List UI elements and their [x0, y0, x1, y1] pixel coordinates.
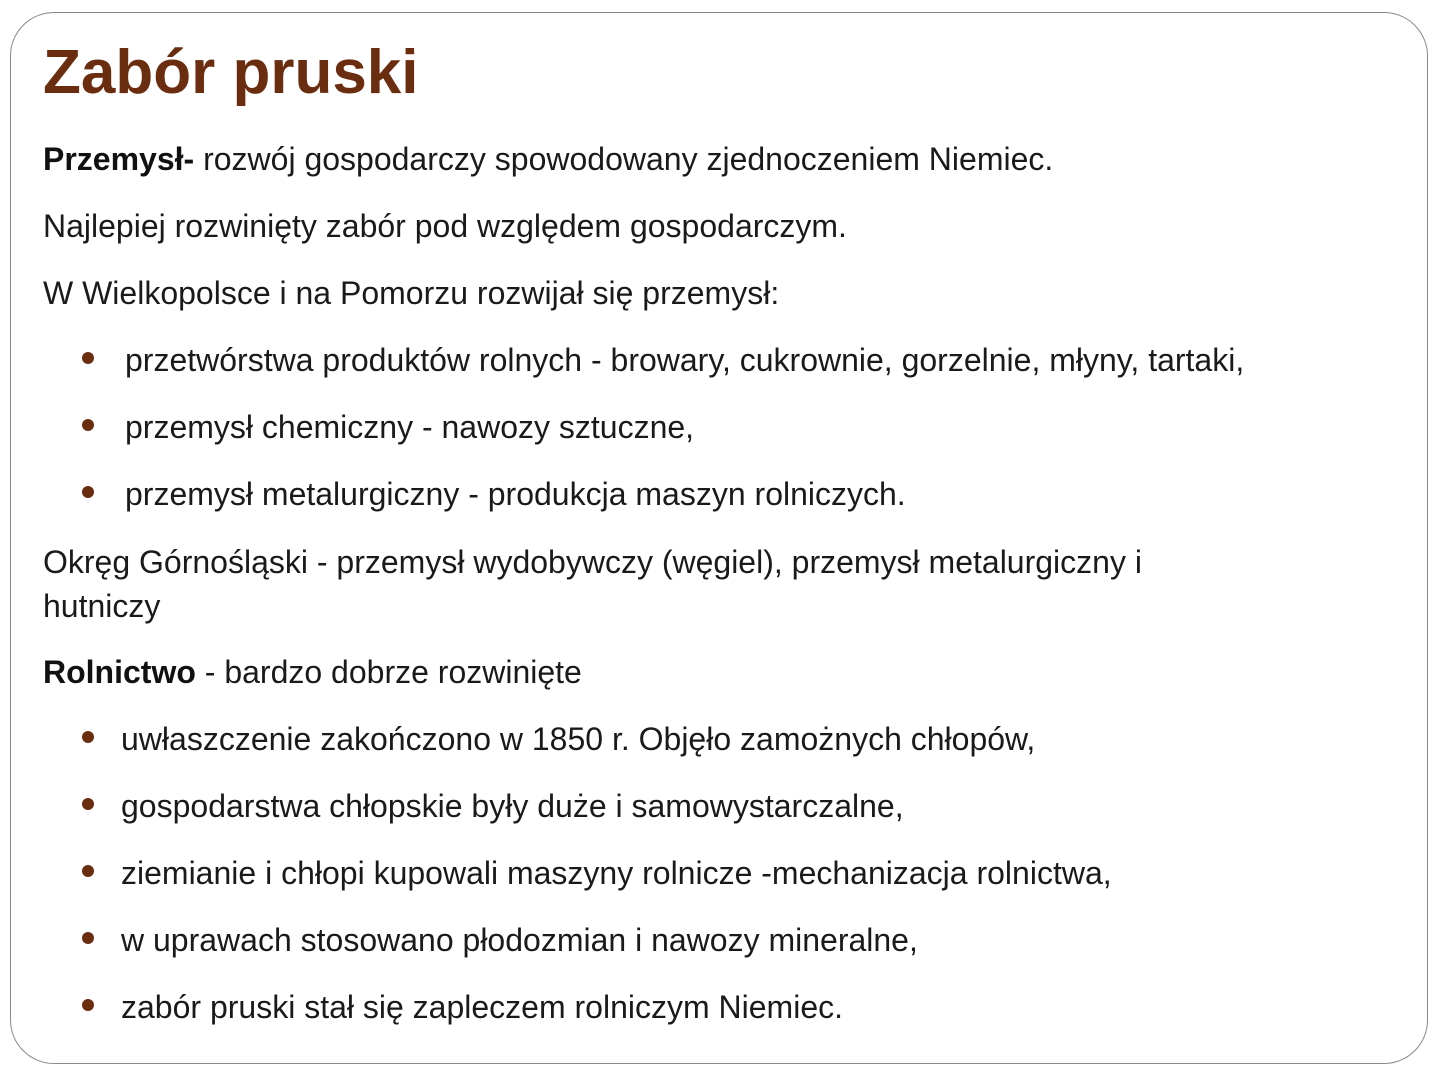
agriculture-bullet-5: zabór pruski stał się zapleczem rolniczym Niemiec. — [121, 989, 843, 1025]
bullet-dot — [82, 865, 94, 877]
bullet-dot — [82, 999, 94, 1011]
industry-bullet-1: przetwórstwa produktów rolnych - browary, cukrownie, gorzelnie, młyny, tartaki, — [125, 342, 1245, 378]
slide-title: Zabór pruski — [43, 38, 419, 107]
agriculture-bullet-3: ziemianie i chłopi kupowali maszyny rolnicze -mechanizacja rolnictwa, — [121, 855, 1112, 891]
industry-bullet-3: przemysł metalurgiczny - produkcja maszyn rolniczych. — [125, 476, 906, 512]
agriculture-heading: Rolnictwo — [43, 654, 196, 690]
industry-bullet-2: przemysł chemiczny - nawozy sztuczne, — [125, 409, 695, 445]
bullet-dot — [82, 731, 94, 743]
bullet-dot — [82, 419, 94, 431]
agriculture-bullet-2: gospodarstwa chłopskie były duże i samowystarczalne, — [121, 788, 904, 824]
silesia-line-2: hutniczy — [43, 588, 161, 624]
bullet-dot — [82, 486, 94, 498]
agriculture-bullet-1: uwłaszczenie zakończono w 1850 r. Objęło zamożnych chłopów, — [121, 721, 1036, 757]
industry-line-best-developed: Najlepiej rozwinięty zabór pod względem gospodarczym. — [43, 208, 847, 244]
agriculture-intro — [43, 650, 1403, 694]
industry-heading: Przemysł- — [43, 141, 195, 177]
agriculture-bullet-4: w uprawach stosowano płodozmian i nawozy mineralne, — [121, 922, 918, 958]
industry-line-regions: W Wielkopolsce i na Pomorzu rozwijał się przemysł: — [43, 275, 780, 311]
industry-intro-text: rozwój gospodarczy spowodowany zjednoczeniem Niemiec. — [194, 141, 1054, 177]
slide-frame — [10, 12, 1428, 1064]
bullet-dot — [82, 798, 94, 810]
silesia-line-1: Okręg Górnośląski - przemysł wydobywczy (węgiel), przemysł metalurgiczny i — [43, 544, 1142, 580]
agriculture-intro-text: - bardzo dobrze rozwinięte — [195, 654, 582, 690]
bullet-dot — [82, 352, 94, 364]
industry-intro — [43, 137, 1403, 181]
bullet-dot — [82, 932, 94, 944]
